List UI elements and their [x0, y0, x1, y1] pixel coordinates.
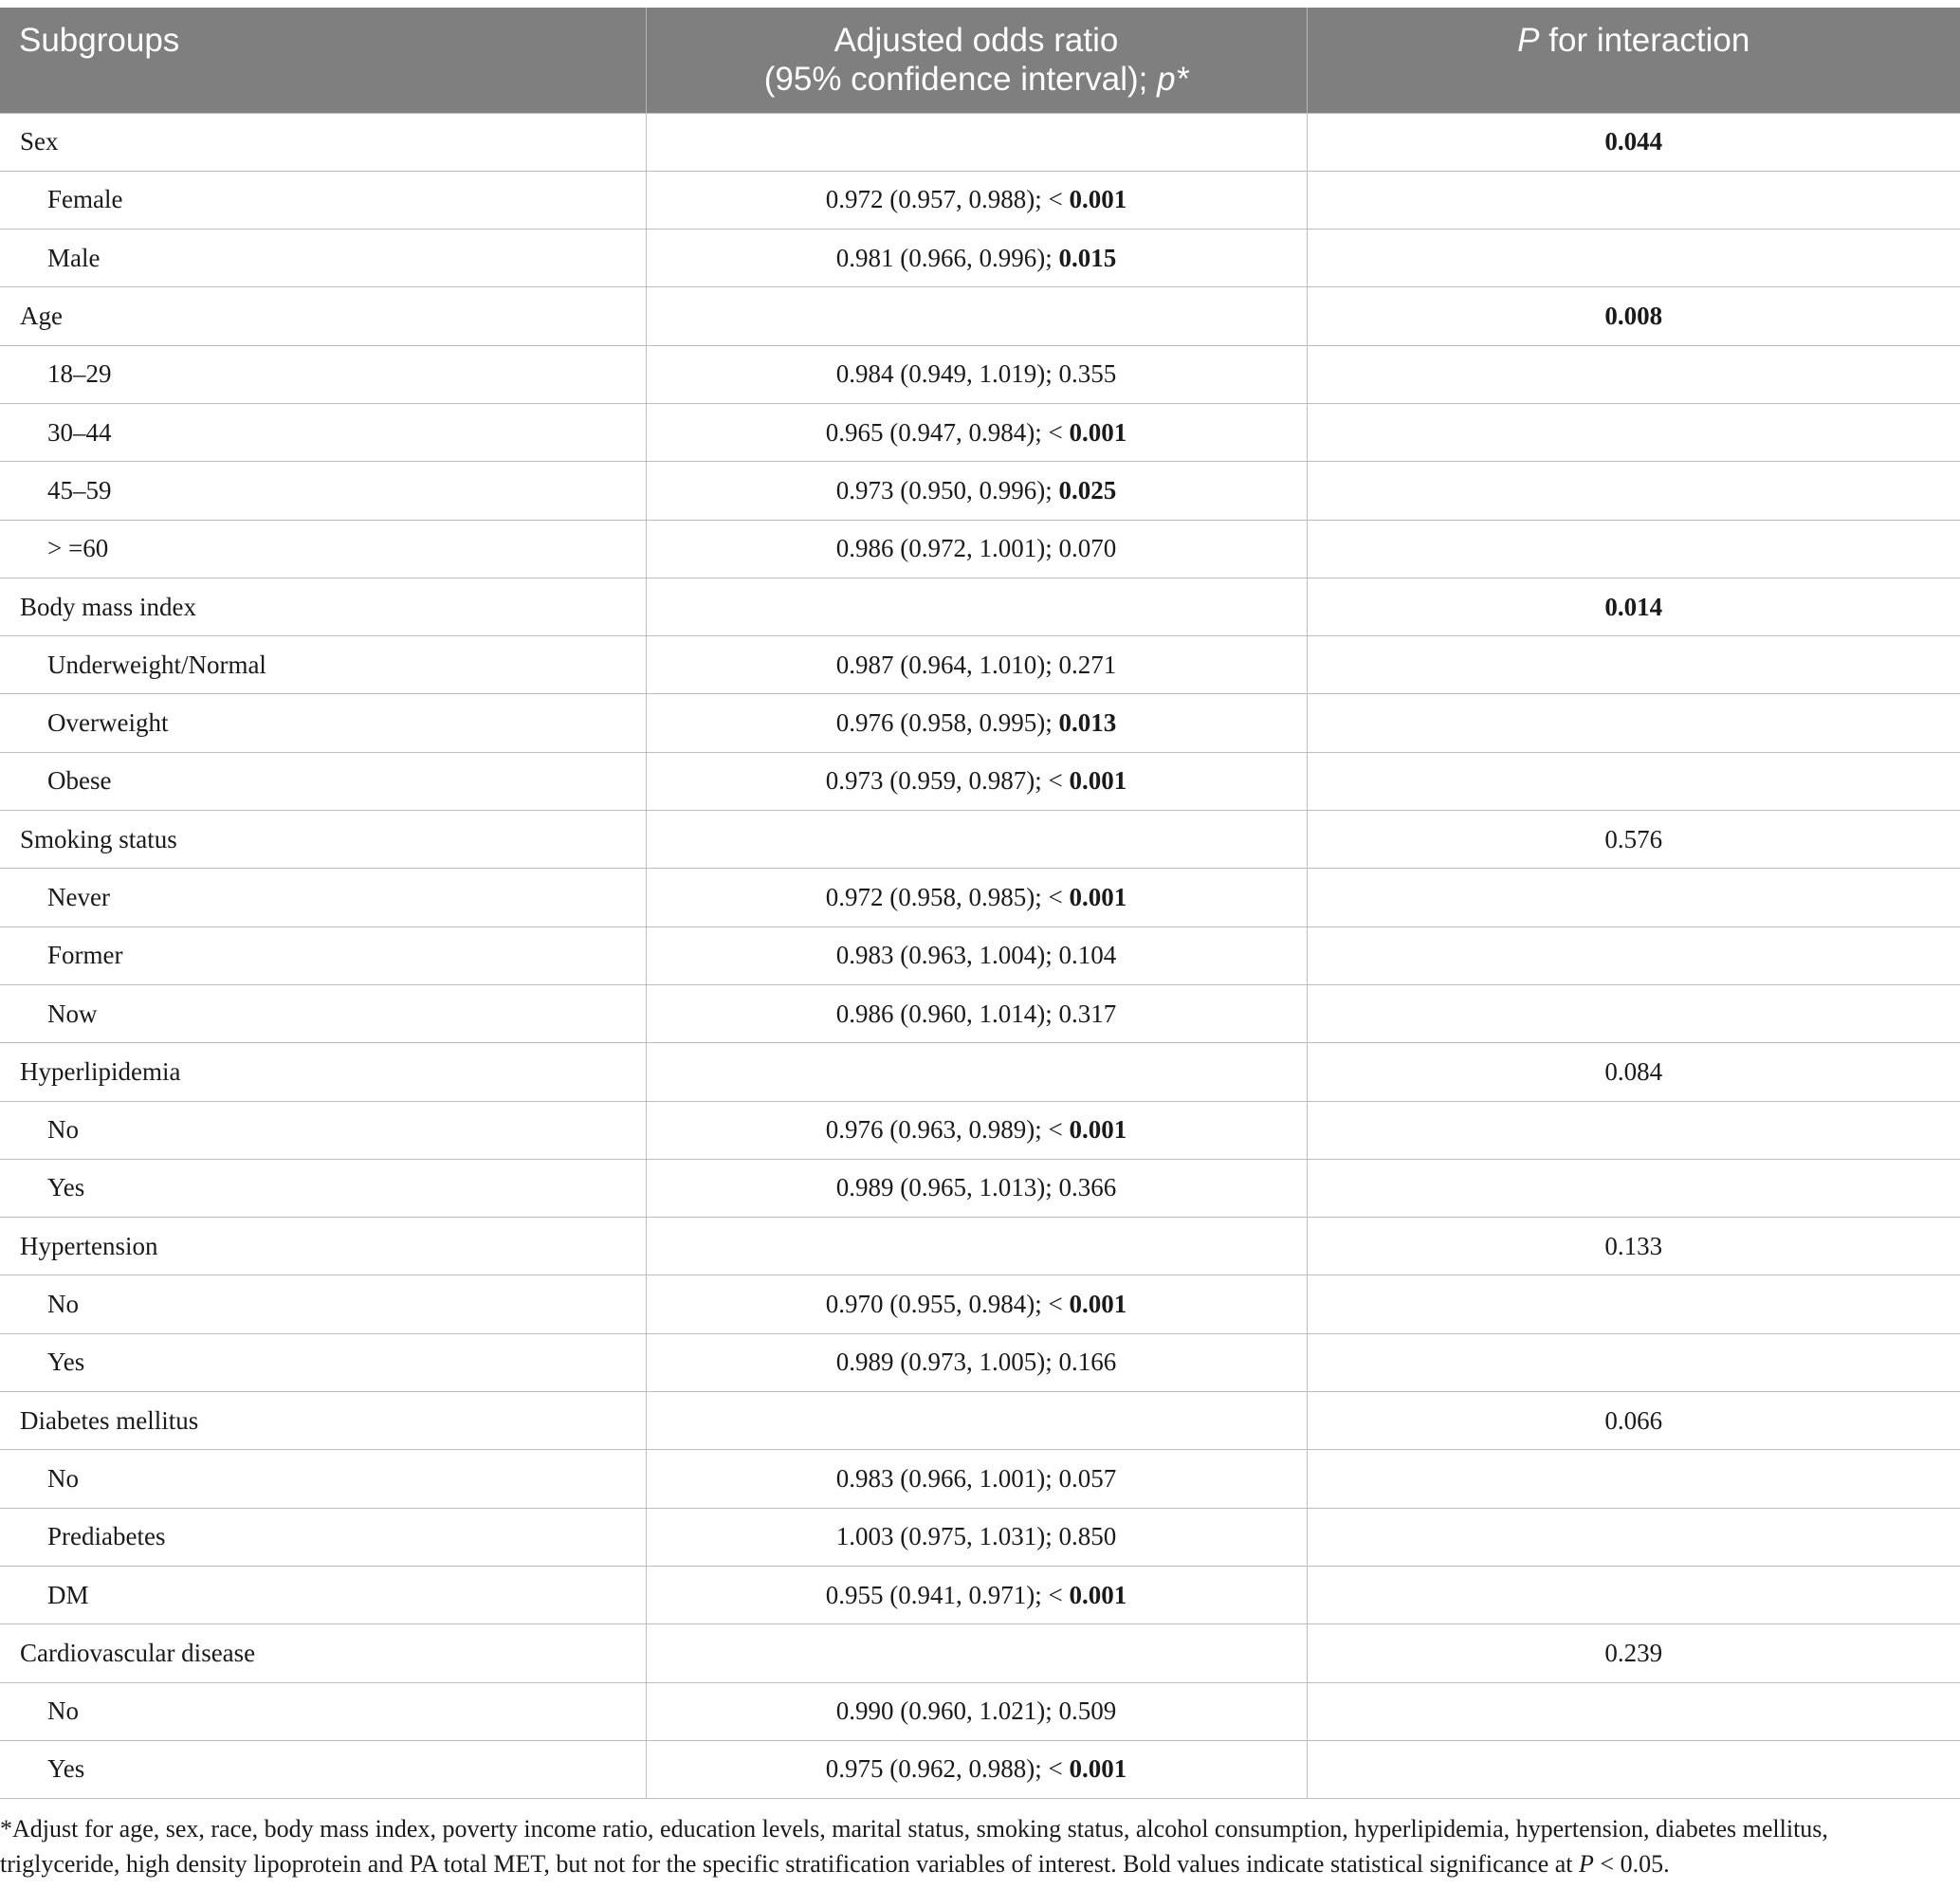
table-row [0, 1740, 1960, 1798]
p-interaction-cell [1307, 520, 1960, 578]
table-row [0, 403, 1960, 461]
subgroup-level-cell: Male [0, 229, 646, 287]
odds-ratio-cell [646, 578, 1307, 635]
footnote-line2-end: < 0.05. [1593, 1850, 1670, 1878]
subgroup-level-cell: Prediabetes [0, 1508, 646, 1566]
p-interaction-value: 0.239 [1604, 1638, 1663, 1667]
odds-ratio-value: 0.986 (0.960, 1.014); 0.317 [835, 999, 1117, 1028]
p-interaction-cell [1307, 1043, 1960, 1101]
odds-ratio-value: 1.003 (0.975, 1.031); 0.850 [835, 1522, 1117, 1551]
odds-ratio-value: 0.955 (0.941, 0.971); < [825, 1580, 1070, 1609]
p-interaction-cell [1307, 345, 1960, 403]
odds-ratio-value: 0.973 (0.959, 0.987); < [825, 766, 1070, 796]
odds-ratio-cell [646, 811, 1307, 869]
p-interaction-cell [1307, 403, 1960, 461]
odds-ratio-value: 0.972 (0.957, 0.988); < [825, 185, 1070, 214]
header-p-interaction [1307, 8, 1960, 113]
p-interaction-cell [1307, 811, 1960, 869]
table-row [0, 1159, 1960, 1217]
odds-ratio-cell [646, 287, 1307, 345]
subgroup-category-cell: Hypertension [0, 1218, 646, 1275]
odds-ratio-value: 0.989 (0.973, 1.005); 0.166 [835, 1348, 1117, 1377]
subgroup-level-cell: 30–44 [0, 403, 646, 461]
odds-ratio-significant-p: 0.001 [1069, 1754, 1127, 1784]
footnote-line1: *Adjust for age, sex, race, body mass index, poverty income ratio, education levels, marital status, smoking status, alcohol consumption, hyperlipidemia, hypertension, diabetes mellitus, [0, 1815, 1828, 1843]
odds-ratio-cell [646, 229, 1307, 287]
p-interaction-cell [1307, 1450, 1960, 1508]
subgroup-category-cell: Sex [0, 113, 646, 171]
subgroup-category-cell: Age [0, 287, 646, 345]
odds-ratio-value: 0.986 (0.972, 1.001); 0.070 [835, 534, 1117, 563]
table-row [0, 1624, 1960, 1682]
odds-ratio-significant-p: 0.001 [1069, 883, 1127, 911]
subgroup-category-cell: Hyperlipidemia [0, 1043, 646, 1101]
odds-ratio-value: 0.983 (0.966, 1.001); 0.057 [835, 1463, 1117, 1493]
odds-ratio-significant-p: 0.025 [1058, 475, 1117, 504]
p-interaction-cell [1307, 636, 1960, 694]
subgroup-level-cell: > =60 [0, 520, 646, 578]
odds-ratio-cell [646, 1566, 1307, 1623]
subgroup-level-cell: Underweight/Normal [0, 636, 646, 694]
odds-ratio-cell [646, 1043, 1307, 1101]
header-p-italic: P [1517, 22, 1540, 59]
p-interaction-value: 0.133 [1604, 1231, 1663, 1260]
p-interaction-cell [1307, 578, 1960, 635]
p-interaction-cell [1307, 1275, 1960, 1333]
p-interaction-cell [1307, 1508, 1960, 1566]
subgroup-category-cell: Cardiovascular disease [0, 1624, 646, 1682]
odds-ratio-cell [646, 694, 1307, 752]
subgroup-category-cell: Smoking status [0, 811, 646, 869]
subgroup-level-cell: 45–59 [0, 462, 646, 520]
table-row [0, 1566, 1960, 1623]
odds-ratio-cell [646, 926, 1307, 984]
odds-ratio-cell [646, 1101, 1307, 1159]
odds-ratio-value: 0.973 (0.950, 0.996); [835, 475, 1059, 504]
p-interaction-cell [1307, 462, 1960, 520]
p-interaction-value: 0.044 [1604, 127, 1663, 156]
odds-ratio-value: 0.983 (0.963, 1.004); 0.104 [835, 941, 1117, 970]
odds-ratio-significant-p: 0.001 [1069, 766, 1127, 796]
table-footnote [0, 1811, 1953, 1881]
table-row [0, 462, 1960, 520]
header-row [0, 8, 1960, 113]
odds-ratio-cell [646, 1159, 1307, 1217]
odds-ratio-cell [646, 171, 1307, 229]
table-row [0, 229, 1960, 287]
table-row [0, 1392, 1960, 1450]
table-row [0, 1333, 1960, 1391]
odds-ratio-cell [646, 1508, 1307, 1566]
p-interaction-value: 0.066 [1604, 1405, 1663, 1435]
p-interaction-cell [1307, 1392, 1960, 1450]
subgroup-category-cell: Body mass index [0, 578, 646, 635]
odds-ratio-value: 0.989 (0.965, 1.013); 0.366 [835, 1173, 1117, 1202]
odds-ratio-cell [646, 984, 1307, 1042]
odds-ratio-cell [646, 345, 1307, 403]
subgroup-category-cell: Diabetes mellitus [0, 1392, 646, 1450]
odds-ratio-value: 0.965 (0.947, 0.984); < [825, 417, 1070, 447]
p-interaction-value: 0.084 [1604, 1056, 1663, 1086]
table-row [0, 171, 1960, 229]
subgroup-level-cell: No [0, 1275, 646, 1333]
odds-ratio-value: 0.972 (0.958, 0.985); < [825, 883, 1070, 911]
odds-ratio-cell [646, 1682, 1307, 1740]
table-row [0, 636, 1960, 694]
p-interaction-cell [1307, 926, 1960, 984]
odds-ratio-cell [646, 1450, 1307, 1508]
odds-ratio-value: 0.970 (0.955, 0.984); < [825, 1290, 1070, 1319]
subgroup-level-cell: Female [0, 171, 646, 229]
p-interaction-cell [1307, 229, 1960, 287]
p-interaction-cell [1307, 1740, 1960, 1798]
p-interaction-cell [1307, 869, 1960, 926]
p-interaction-cell [1307, 287, 1960, 345]
p-interaction-cell [1307, 171, 1960, 229]
table-body [0, 113, 1960, 1799]
odds-ratio-value: 0.975 (0.962, 0.988); < [825, 1754, 1070, 1784]
subgroup-level-cell: Overweight [0, 694, 646, 752]
header-or-line2: (95% confidence interval); [763, 61, 1148, 98]
table-row [0, 578, 1960, 635]
p-interaction-value: 0.576 [1604, 824, 1663, 853]
odds-ratio-cell [646, 1624, 1307, 1682]
odds-ratio-significant-p: 0.001 [1069, 1580, 1127, 1609]
odds-ratio-value: 0.976 (0.963, 0.989); < [825, 1115, 1070, 1145]
subgroup-level-cell: Now [0, 984, 646, 1042]
subgroup-analysis-table [0, 8, 1960, 1799]
odds-ratio-significant-p: 0.013 [1058, 708, 1117, 738]
header-subgroups [0, 8, 646, 113]
p-interaction-cell [1307, 1101, 1960, 1159]
p-interaction-cell [1307, 113, 1960, 171]
table-row [0, 1275, 1960, 1333]
subgroup-level-cell: Yes [0, 1333, 646, 1391]
subgroup-level-cell: 18–29 [0, 345, 646, 403]
odds-ratio-cell [646, 1275, 1307, 1333]
table-row [0, 1101, 1960, 1159]
subgroup-level-cell: Yes [0, 1159, 646, 1217]
p-interaction-cell [1307, 1566, 1960, 1623]
odds-ratio-cell [646, 403, 1307, 461]
p-interaction-cell [1307, 694, 1960, 752]
table-row [0, 869, 1960, 926]
header-adjusted-odds-ratio [646, 8, 1307, 113]
odds-ratio-cell [646, 1740, 1307, 1798]
table-row [0, 752, 1960, 810]
odds-ratio-cell [646, 1333, 1307, 1391]
header-subgroups-text: Subgroups [19, 22, 180, 59]
table-row [0, 113, 1960, 171]
footnote-line2: triglyceride, high density lipoprotein and PA total MET, but not for the specific stratification variables of interest. Bold values indicate statistical significance at [0, 1850, 1580, 1878]
odds-ratio-cell [646, 1392, 1307, 1450]
odds-ratio-cell [646, 636, 1307, 694]
subgroup-level-cell: No [0, 1682, 646, 1740]
footnote-p-italic: P [1579, 1850, 1594, 1878]
odds-ratio-significant-p: 0.001 [1069, 1290, 1127, 1319]
p-interaction-cell [1307, 984, 1960, 1042]
p-interaction-cell [1307, 1159, 1960, 1217]
subgroup-level-cell: Yes [0, 1740, 646, 1798]
odds-ratio-significant-p: 0.001 [1069, 185, 1127, 214]
subgroup-level-cell: DM [0, 1566, 646, 1623]
subgroup-level-cell: No [0, 1101, 646, 1159]
header-or-line1: Adjusted odds ratio [833, 22, 1119, 59]
table-row [0, 520, 1960, 578]
p-interaction-value: 0.008 [1604, 302, 1663, 331]
table-row [0, 287, 1960, 345]
table-row [0, 1218, 1960, 1275]
odds-ratio-cell [646, 462, 1307, 520]
odds-ratio-value: 0.990 (0.960, 1.021); 0.509 [835, 1696, 1117, 1726]
odds-ratio-significant-p: 0.001 [1069, 417, 1127, 447]
table-row [0, 1508, 1960, 1566]
odds-ratio-cell [646, 520, 1307, 578]
table-row [0, 984, 1960, 1042]
odds-ratio-cell [646, 113, 1307, 171]
odds-ratio-cell [646, 752, 1307, 810]
p-interaction-cell [1307, 1624, 1960, 1682]
table-row [0, 694, 1960, 752]
table-header [0, 8, 1960, 113]
odds-ratio-cell [646, 869, 1307, 926]
table-row [0, 1450, 1960, 1508]
odds-ratio-significant-p: 0.001 [1069, 1115, 1127, 1145]
odds-ratio-value: 0.981 (0.966, 0.996); [835, 243, 1059, 272]
p-interaction-cell [1307, 752, 1960, 810]
results-table [0, 8, 1960, 1799]
odds-ratio-value: 0.987 (0.964, 1.010); 0.271 [835, 650, 1117, 679]
header-p-rest: for interaction [1548, 22, 1750, 59]
odds-ratio-value: 0.984 (0.949, 1.019); 0.355 [835, 359, 1117, 389]
table-row [0, 811, 1960, 869]
table-row [0, 1682, 1960, 1740]
odds-ratio-value: 0.976 (0.958, 0.995); [835, 708, 1059, 738]
subgroup-level-cell: Obese [0, 752, 646, 810]
subgroup-level-cell: Never [0, 869, 646, 926]
p-interaction-cell [1307, 1218, 1960, 1275]
odds-ratio-significant-p: 0.015 [1058, 243, 1117, 272]
subgroup-level-cell: Former [0, 926, 646, 984]
table-row [0, 345, 1960, 403]
table-row [0, 1043, 1960, 1101]
odds-ratio-cell [646, 1218, 1307, 1275]
p-interaction-cell [1307, 1333, 1960, 1391]
subgroup-level-cell: No [0, 1450, 646, 1508]
p-interaction-cell [1307, 1682, 1960, 1740]
p-interaction-value: 0.014 [1604, 592, 1663, 621]
header-or-p: p* [1157, 61, 1189, 98]
table-row [0, 926, 1960, 984]
